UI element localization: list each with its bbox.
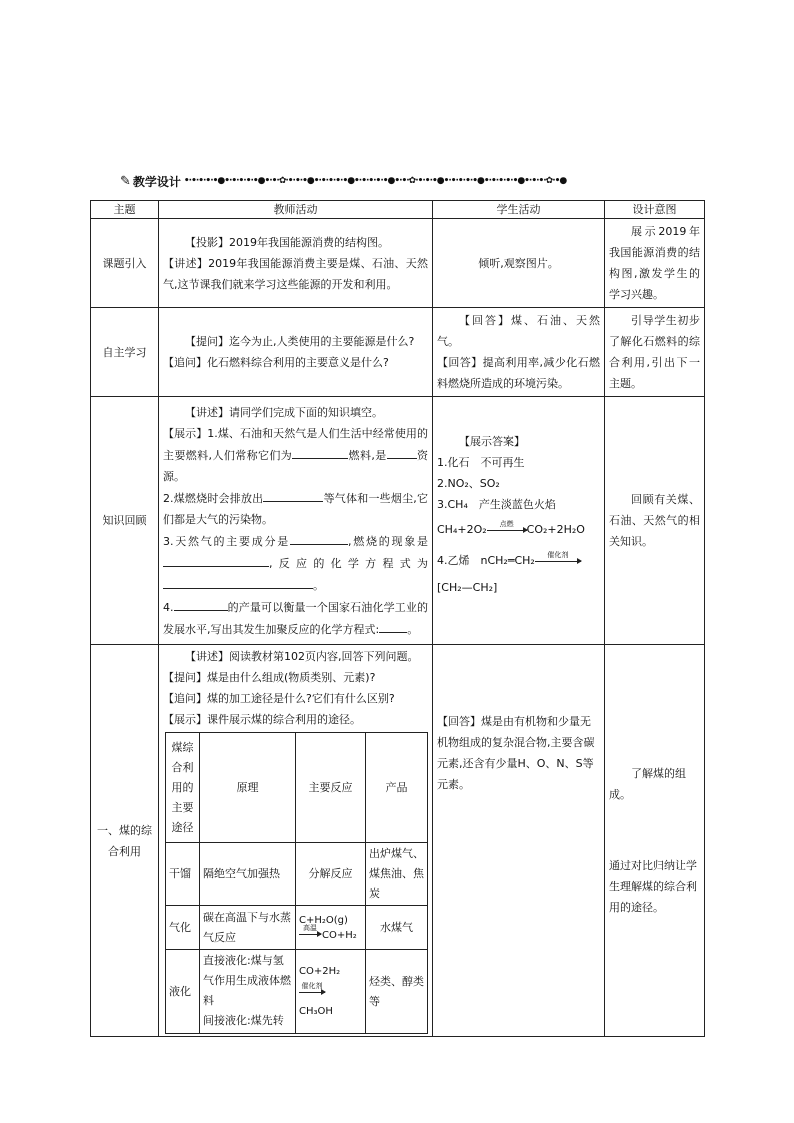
question-3: 3.天然气的主要成分是 ,燃烧的现象是,反应的化学方程式为。: [163, 530, 428, 596]
inner-header: 原理: [200, 733, 296, 843]
teacher-line: 【投影】2019年我国能源消费的结构图。: [185, 235, 389, 249]
teacher-line: 【讲述】2019年我国能源消费主要是煤、石油、天然气,这节课我们就来学习这些能源的开发和利用。: [163, 256, 428, 291]
answer-3-equation: CH₄+2O₂ 点燃 CO₂+2H₂O: [437, 519, 585, 536]
table-row: [91, 645, 705, 1037]
reaction-arrow: 点燃: [487, 530, 527, 531]
way-cell: 气化: [166, 906, 200, 950]
table-header-row: [91, 201, 705, 219]
teacher-line: 【追问】化石燃料综合利用的主要意义是什么?: [163, 356, 389, 369]
teacher-cell: [159, 397, 433, 645]
inner-header: 煤综合利用的主要途径: [166, 733, 200, 843]
product-cell: 烃类、醇类等: [366, 950, 428, 1034]
pen-icon: ✎: [120, 173, 131, 189]
question-4: 4. 的产量可以衡量一个国家石油化学工业的发展水平,写出其发生加聚反应的化学方程式: 。: [163, 596, 428, 640]
header-student: 学生活动: [433, 201, 605, 219]
question-2: 2.煤燃烧时会排放出 等气体和一些烟尘,它们都是大气的污染物。: [163, 487, 428, 530]
fill-blank: [263, 487, 323, 502]
intent-line: 了解煤的组成。: [609, 767, 686, 801]
table-row: [91, 397, 705, 645]
reaction-arrow: 高温: [299, 934, 321, 935]
reaction-cell: CO+2H₂ 催化剂 CH₃OH: [296, 950, 366, 1034]
way-cell: 液化: [166, 950, 200, 1034]
inner-row: [166, 843, 428, 906]
question-1: 【展示】1.煤、石油和天然气是人们生活中经常使用的主要燃料,人们常称它们为 燃料,是 资源。: [163, 426, 429, 483]
section-title: 教学设计: [132, 174, 181, 189]
way-cell: 干馏: [166, 843, 200, 906]
intent-cell: [605, 645, 705, 1037]
student-line: 【回答】提高利用率,减少化石燃料燃烧所造成的环境污染。: [437, 356, 600, 390]
principle-cell: 碳在高温下与水蒸气反应: [200, 906, 296, 950]
product-cell: 水煤气: [366, 906, 428, 950]
intent-cell: 展示2019年我国能源消费的结构图,激发学生的学习兴趣。: [605, 219, 705, 308]
inner-row: [166, 906, 428, 950]
header-intent: 设计意图: [605, 201, 705, 219]
principle-cell: 直接液化:煤与氢气作用生成液体燃料 间接液化:煤先转: [200, 950, 296, 1034]
student-cell: [433, 645, 605, 1037]
teacher-line: 【提问】迄今为止,人类使用的主要能源是什么?: [185, 335, 415, 348]
fill-blank: [174, 596, 228, 611]
topic-cell: 知识回顾: [91, 397, 159, 645]
intent-cell: 回顾有关煤、石油、天然气的相关知识。: [605, 397, 705, 645]
table-row: [91, 308, 705, 397]
lesson-table: [90, 200, 705, 1037]
topic-cell: 自主学习: [91, 308, 159, 397]
teacher-line: 【讲述】请同学们完成下面的知识填空。: [185, 405, 383, 419]
coal-utilization-table: [165, 732, 428, 1034]
intent-cell: 引导学生初步了解化石燃料的综合利用,引出下一主题。: [605, 308, 705, 397]
product-cell: 出炉煤气、煤焦油、焦炭: [366, 843, 428, 906]
topic-cell: 一、煤的综合利用: [91, 645, 159, 1037]
fill-blank: [163, 552, 269, 567]
reaction-arrow: 催化剂: [299, 992, 325, 993]
teacher-line: 【追问】煤的加工途径是什么?它们有什么区别?: [163, 692, 395, 705]
header-teacher: 教师活动: [159, 201, 433, 219]
answer-2: 2.NO₂、SO₂: [437, 477, 500, 490]
inner-header: 产品: [366, 733, 428, 843]
answer-3: 3.CH₄ 产生淡蓝色火焰: [437, 498, 556, 511]
principle-cell: 隔绝空气加强热: [200, 843, 296, 906]
teacher-cell: [159, 219, 433, 308]
reaction-cell: 分解反应: [296, 843, 366, 906]
student-cell: [433, 397, 605, 645]
topic-cell: 课题引入: [91, 219, 159, 308]
reaction-arrow: 催化剂: [535, 561, 581, 562]
teacher-line: 【提问】煤是由什么组成(物质类别、元素)?: [163, 671, 376, 684]
fill-blank: [163, 574, 313, 589]
teacher-cell: [159, 645, 433, 1037]
answer-1: 1.化石 不可再生: [437, 456, 525, 469]
inner-header-row: [166, 733, 428, 843]
teacher-line: 【展示】课件展示煤的综合利用的途径。: [163, 713, 361, 726]
fill-blank: [290, 530, 348, 545]
student-cell: 倾听,观察图片。: [433, 219, 605, 308]
answer-4: 4.乙烯 nCH₂═CH₂ 催化剂: [437, 550, 600, 571]
student-line: 【回答】煤、石油、天然气。: [437, 314, 600, 348]
teacher-line: 【讲述】阅读教材第102页内容,回答下列问题。: [185, 650, 419, 663]
inner-header: 主要反应: [296, 733, 366, 843]
teacher-cell: [159, 308, 433, 397]
dotted-divider: •·•·•·•·•●•·•·•·•·•●•·•·✿·•·•·•●•·•·•·•·•●•·•·•·•·•●•·•·✿·•·•·•●•·•·•·•·•●•·•·•·•·•●•·•·•·✿·•●: [183, 176, 567, 186]
answer-title: 【展示答案】: [459, 435, 525, 448]
fill-blank: [387, 444, 417, 459]
table-row: [91, 219, 705, 308]
fill-blank: [379, 618, 407, 633]
header-topic: 主题: [91, 201, 159, 219]
intent-line: 通过对比归纳让学生理解煤的综合利用的途径。: [609, 859, 697, 914]
answer-4-product: [CH₂—CH₂]: [437, 581, 498, 594]
section-heading: [120, 172, 680, 190]
inner-row: [166, 950, 428, 1034]
reaction-cell: C+H₂O(g) 高温 CO+H₂: [296, 906, 366, 950]
student-line: 【回答】煤是由有机物和少量无机物组成的复杂混合物,主要含碳元素,还含有少量H、O、N、S等元素。: [437, 715, 595, 791]
student-cell: [433, 308, 605, 397]
fill-blank: [292, 444, 348, 459]
